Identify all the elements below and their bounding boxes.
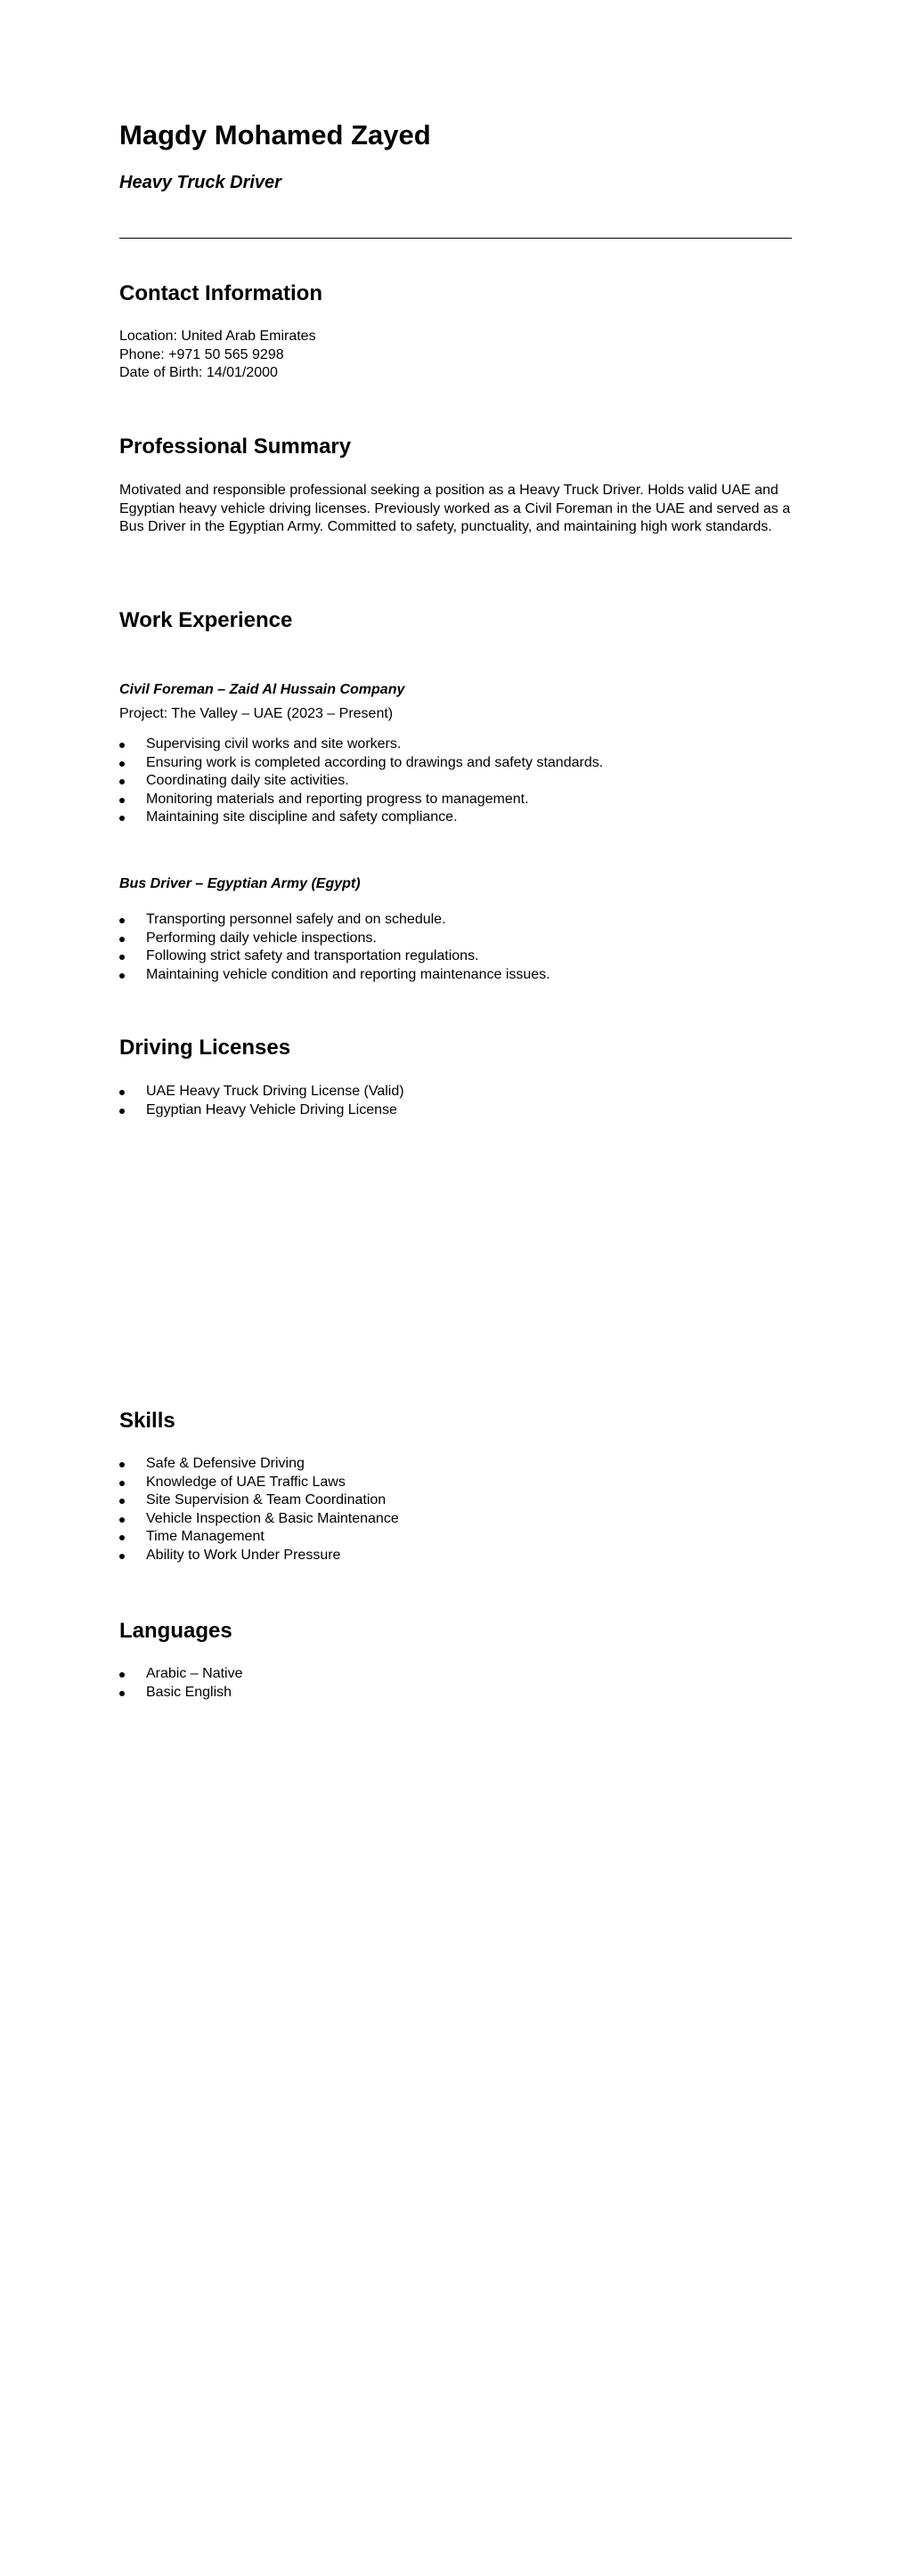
- candidate-name: Magdy Mohamed Zayed: [119, 119, 431, 150]
- contact-heading: Contact Information: [119, 281, 322, 305]
- job-project: Project: The Valley – UAE (2023 – Present): [119, 706, 394, 721]
- summary-paragraph: Motivated and responsible professional seeking a position as a Heavy Truck Driver. Holds valid UAE and Egyptian heavy vehicle driving licenses. Previously worked as a Civil Foreman in the UAE and served as a Bus Driver in the Egyptian Army. Committed to safety, punctuality, and maintaining high work standards.: [119, 483, 791, 534]
- bullet-icon: [119, 918, 125, 923]
- bullet-icon: [119, 743, 125, 748]
- list-item: Supervising civil works and site workers.: [119, 735, 603, 754]
- bullet-icon: [119, 973, 125, 979]
- list-item: Following strict safety and transportation regulations.: [119, 947, 550, 966]
- list-item: Ability to Work Under Pressure: [119, 1547, 399, 1565]
- bullet-icon: [119, 1554, 125, 1559]
- list-item: Basic English: [119, 1684, 243, 1702]
- bullet-icon: [119, 1535, 125, 1540]
- list-item: Knowledge of UAE Traffic Laws: [119, 1474, 399, 1492]
- job-target-title: Heavy Truck Driver: [119, 173, 281, 192]
- list-item: UAE Heavy Truck Driving License (Valid): [119, 1083, 404, 1101]
- bullet-icon: [119, 798, 125, 803]
- bullet-icon: [119, 955, 125, 960]
- list-item: Site Supervision & Team Coordination: [119, 1491, 399, 1510]
- bullet-icon: [119, 1109, 125, 1114]
- list-item: Maintaining site discipline and safety compliance.: [119, 809, 603, 827]
- languages-heading: Languages: [119, 1619, 232, 1643]
- job-title-bus-driver: Bus Driver – Egyptian Army (Egypt): [119, 876, 361, 891]
- job-duties-civil-foreman: [119, 735, 603, 827]
- licenses-list: [119, 1083, 404, 1119]
- list-item: Arabic – Native: [119, 1665, 243, 1684]
- bullet-icon: [119, 1691, 125, 1696]
- list-item: Coordinating daily site activities.: [119, 772, 603, 791]
- bullet-icon: [119, 761, 125, 767]
- bullet-icon: [119, 1481, 125, 1486]
- bullet-icon: [119, 1499, 125, 1504]
- bullet-icon: [119, 937, 125, 942]
- bullet-icon: [119, 1090, 125, 1095]
- list-item: Ensuring work is completed according to drawings and safety standards.: [119, 754, 603, 773]
- contact-dob: Date of Birth: 14/01/2000: [119, 365, 278, 380]
- job-title-civil-foreman: Civil Foreman – Zaid Al Hussain Company: [119, 682, 405, 697]
- experience-heading: Work Experience: [119, 608, 293, 632]
- bullet-icon: [119, 816, 125, 821]
- summary-heading: Professional Summary: [119, 435, 352, 459]
- list-item: Safe & Defensive Driving: [119, 1455, 399, 1474]
- contact-location: Location: United Arab Emirates: [119, 329, 316, 344]
- skills-list: [119, 1455, 399, 1564]
- job-duties-bus-driver: [119, 911, 550, 984]
- languages-list: [119, 1665, 243, 1702]
- list-item: Monitoring materials and reporting progress to management.: [119, 791, 603, 809]
- list-item: Egyptian Heavy Vehicle Driving License: [119, 1101, 404, 1120]
- header-divider: [119, 238, 792, 239]
- list-item: Transporting personnel safely and on schedule.: [119, 911, 550, 930]
- list-item: Time Management: [119, 1528, 399, 1547]
- licenses-heading: Driving Licenses: [119, 1036, 291, 1060]
- list-item: Vehicle Inspection & Basic Maintenance: [119, 1510, 399, 1529]
- contact-phone: Phone: +971 50 565 9298: [119, 347, 284, 362]
- bullet-icon: [119, 1462, 125, 1467]
- bullet-icon: [119, 779, 125, 784]
- list-item: Maintaining vehicle condition and reporting maintenance issues.: [119, 966, 550, 985]
- bullet-icon: [119, 1517, 125, 1523]
- skills-heading: Skills: [119, 1409, 175, 1433]
- list-item: Performing daily vehicle inspections.: [119, 930, 550, 948]
- bullet-icon: [119, 1672, 125, 1678]
